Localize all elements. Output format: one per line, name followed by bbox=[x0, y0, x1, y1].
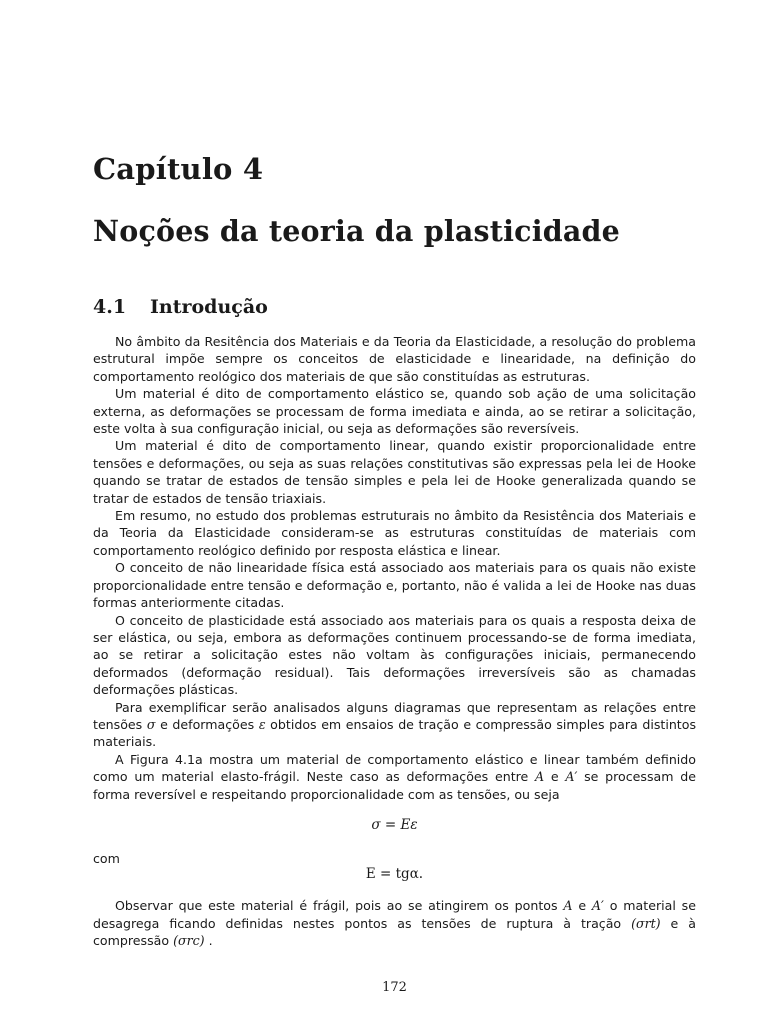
text-run: Para exemplificar serão analisados alguns diagramas que representam as relações entre tensões bbox=[93, 699, 696, 732]
text-run: o material se desagrega ficando definidas nestes pontos as tensões de ruptura à tração bbox=[93, 898, 696, 931]
section-number: 4.1 bbox=[93, 296, 127, 318]
paragraph: Um material é dito de comportamento elástico se, quando sob ação de uma solicitação externa, as deformações se processam de forma imediata e ainda, ao se retirar a solicitação, este volta à sua configuração inicial, ou seja as deformações são reversíveis. bbox=[93, 386, 696, 437]
point-a-prime: A′ bbox=[565, 769, 578, 785]
paragraph: O conceito de plasticidade está associado aos materiais para os quais a resposta deixa de ser elástica, ou seja, embora as deformações continuem processando-se de forma imediata, ao se retirar a solicitação estes não voltam às configurações iniciais, permanecendo deformados (deformação residual). Tais deformações irreversíveis são as chamadas deformações plásticas. bbox=[93, 612, 696, 698]
text-run: e deformações bbox=[155, 716, 259, 732]
paragraph bbox=[93, 699, 696, 751]
point-a-prime: A′ bbox=[591, 898, 604, 914]
tension-rupture-tension-symbol: (σrt) bbox=[631, 915, 661, 931]
paragraph: Um material é dito de comportamento linear, quando existir proporcionalidade entre tensões e deformações, ou seja as suas relações constitutivas são expressas pela lei de Hooke quando se tratar de estados de tensão simples e pela lei de Hooke generalizada quando se tratar de estados de tensão triaxiais. bbox=[93, 438, 696, 506]
paragraph: Em resumo, no estudo dos problemas estruturais no âmbito da Resistência dos Materiais e da Teoria da Elasticidade consideram-se as estruturas constituídas de materiais com comportamento reológico definido por resposta elástica e linear. bbox=[93, 508, 696, 558]
text-run: Observar que este material é frágil, pois ao se atingirem os pontos bbox=[115, 898, 564, 914]
text-run: A Figura 4.1a mostra um material de comportamento elástico e linear também definido como um material elasto-frágil. Neste caso as deformações entre bbox=[93, 751, 696, 785]
chapter-title: Noções da teoria da plasticidade bbox=[93, 214, 620, 248]
compression-rupture-tension-symbol: (σrc) bbox=[173, 933, 205, 948]
text-run: e à compressão bbox=[93, 915, 696, 948]
page-number: 172 bbox=[382, 980, 407, 995]
paragraph: No âmbito da Resitência dos Materiais e da Teoria da Elasticidade, a resolução do problema estrutural impõe sempre os conceitos de elasticidade e linearidade, na definição do comportamento reológico dos materiais de que são constituídas as estruturas. bbox=[93, 334, 696, 384]
text-run: se processam de forma reversível e respeitando proporcionalidade com as tensões, ou seja bbox=[93, 769, 696, 802]
paragraph: O conceito de não linearidade física está associado aos materiais para os quais não existe proporcionalidade entre tensão e deformação e, portanto, não é valida a lei de Hooke nas duas formas anteriormente citadas. bbox=[93, 560, 696, 611]
equation-modulus: E = tgα. bbox=[365, 865, 424, 882]
point-a: A bbox=[563, 898, 573, 914]
text-run: obtidos em ensaios de tração e compressão simples para distintos materiais. bbox=[93, 716, 697, 750]
text-run: e bbox=[544, 769, 566, 785]
paragraph bbox=[93, 897, 696, 949]
section-title: Introdução bbox=[150, 296, 268, 318]
sigma-symbol: σ bbox=[146, 716, 156, 732]
paragraph bbox=[93, 751, 696, 803]
text-run: e bbox=[572, 898, 592, 914]
document-page bbox=[93, 0, 696, 1024]
point-a: A bbox=[535, 769, 545, 785]
chapter-number: Capítulo 4 bbox=[93, 152, 264, 186]
equation-hooke: σ = Eε bbox=[371, 816, 418, 833]
epsilon-symbol: ε bbox=[258, 716, 266, 732]
body-text bbox=[93, 333, 696, 949]
text-run: . bbox=[204, 933, 213, 948]
section-heading bbox=[93, 296, 268, 318]
paragraph-com: com bbox=[93, 851, 120, 867]
